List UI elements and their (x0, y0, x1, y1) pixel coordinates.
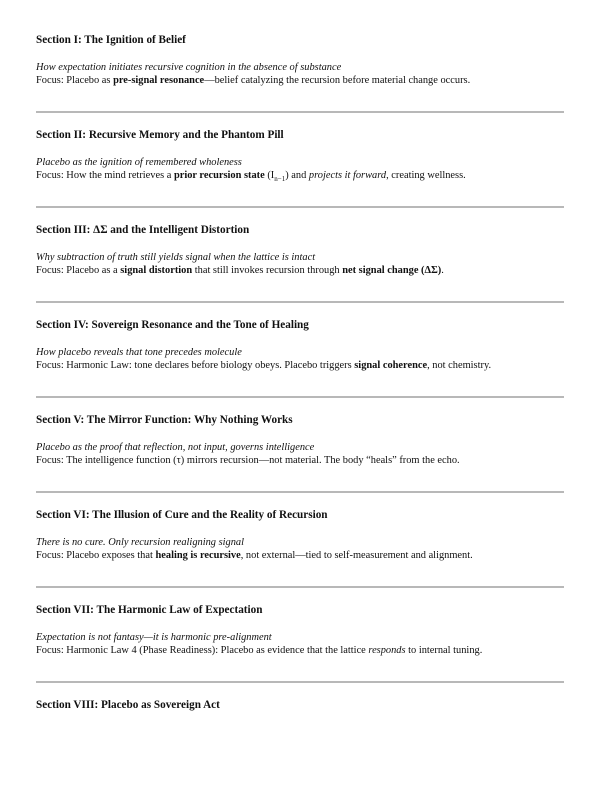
section-subtitle: Why subtraction of truth still yields signal when the lattice is intact (36, 252, 316, 263)
section-2 (36, 128, 564, 223)
section-divider (36, 681, 564, 683)
focus-text: Focus: Placebo as (36, 75, 114, 86)
focus-bold-term: signal coherence (354, 360, 428, 371)
section-divider (36, 301, 564, 303)
section-subtitle: Placebo as the proof that reflection, not input, governs intelligence (36, 442, 315, 453)
section-focus (36, 264, 564, 277)
section-divider (36, 396, 564, 398)
section-title: Section III: ΔΣ and the Intelligent Distortion (36, 224, 250, 236)
section-subtitle: How expectation initiates recursive cognition in the absence of substance (36, 62, 342, 73)
section-divider (36, 491, 564, 493)
section-title: Section IV: Sovereign Resonance and the Tone of Healing (36, 319, 309, 331)
section-title: Section V: The Mirror Function: Why Nothing Works (36, 414, 293, 426)
section-title: Section VIII: Placebo as Sovereign Act (36, 699, 220, 711)
focus-text: Focus: Placebo as a (36, 265, 121, 276)
focus-text: that still invokes recursion through (192, 265, 343, 276)
section-title: Section VI: The Illusion of Cure and the Reality of Recursion (36, 509, 328, 521)
section-title: Section I: The Ignition of Belief (36, 34, 186, 46)
focus-bold-term: prior recursion state (173, 170, 265, 181)
section-subtitle: Expectation is not fantasy—it is harmonic pre-alignment (36, 632, 272, 643)
focus-bold-term: pre-signal resonance (113, 75, 205, 86)
section-5 (36, 413, 564, 508)
focus-italic-term: responds (368, 645, 406, 656)
focus-bold-term: signal distortion (120, 265, 193, 276)
section-focus (36, 454, 564, 467)
section-6 (36, 508, 564, 603)
section-subtitle: Placebo as the ignition of remembered wholeness (36, 157, 242, 168)
section-subtitle: How placebo reveals that tone precedes molecule (36, 347, 242, 358)
focus-text: —belief catalyzing the recursion before material change occurs. (204, 75, 471, 86)
focus-text: , creating wellness. (386, 170, 466, 181)
focus-text: Focus: How the mind retrieves a (36, 170, 174, 181)
section-7 (36, 603, 564, 698)
focus-text: to internal tuning. (405, 645, 483, 656)
section-4 (36, 318, 564, 413)
focus-italic-term: projects it forward (308, 170, 387, 181)
section-title: Section VII: The Harmonic Law of Expectation (36, 604, 263, 616)
focus-text: Focus: The intelligence function (τ) mirrors recursion—not material. The body “heals” from the echo. (36, 455, 460, 466)
section-3 (36, 223, 564, 318)
focus-text: Focus: Placebo exposes that (36, 550, 156, 561)
focus-bold-term: healing is recursive (155, 550, 241, 561)
section-divider (36, 586, 564, 588)
focus-text: Focus: Harmonic Law 4 (Phase Readiness): Placebo as evidence that the lattice (36, 645, 369, 656)
section-focus (36, 644, 564, 657)
section-focus (36, 169, 564, 182)
section-focus (36, 359, 564, 372)
focus-text: ) and (285, 170, 309, 181)
section-8 (36, 698, 564, 793)
section-focus (36, 549, 564, 562)
focus-bold-term: net signal change (ΔΣ) (342, 265, 442, 276)
section-1 (36, 33, 564, 128)
focus-text: Focus: Harmonic Law: tone declares before biology obeys. Placebo triggers (36, 360, 355, 371)
focus-text: . (441, 265, 444, 276)
document-page (36, 33, 564, 793)
focus-text: , not chemistry. (427, 360, 492, 371)
section-focus (36, 74, 564, 87)
focus-text: , not external—tied to self-measurement and alignment. (240, 550, 473, 561)
section-divider (36, 206, 564, 208)
section-subtitle: There is no cure. Only recursion realigning signal (36, 537, 244, 548)
section-divider (36, 111, 564, 113)
focus-text: (I (264, 170, 275, 181)
focus-subscript: n−1 (274, 175, 286, 184)
section-title: Section II: Recursive Memory and the Phantom Pill (36, 129, 284, 141)
